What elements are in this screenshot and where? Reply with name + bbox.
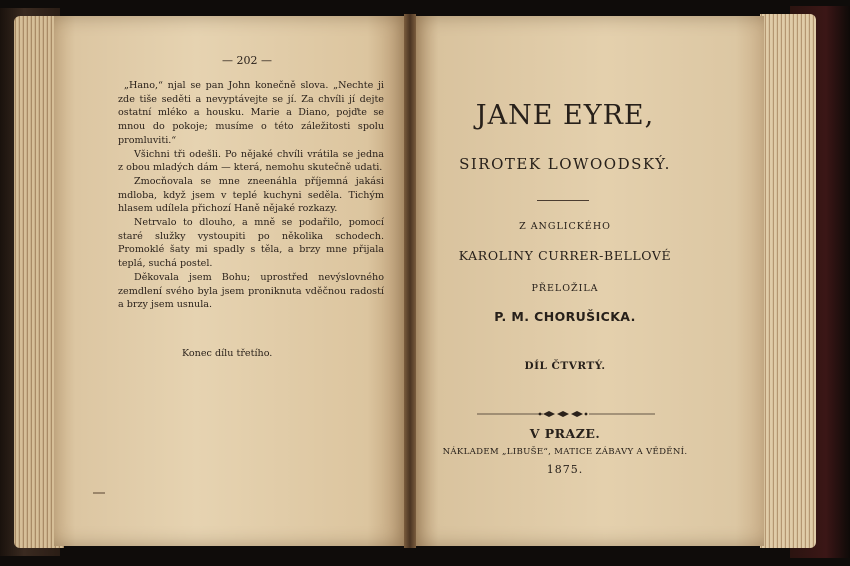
book-gutter [404,14,416,548]
body-text [118,79,384,312]
source-language-line: Z ANGLICKÉHO [519,221,611,232]
divider-rule [537,200,589,201]
publication-year: 1875. [546,463,584,476]
publisher-line: NÁKLADEM „LIBUŠE“, MATICE ZÁBAVY A VĚDĚNÍ. [442,447,688,457]
page-number: — 202 — [222,54,272,67]
ornament-divider [477,410,655,418]
translator-name: P. M. CHORUŠICKA. [494,309,636,324]
paragraph: Netrvalo to dlouho, a mně se podařilo, pomocí staré služky vystoupiti po několika schodech. Promoklé šaty mi spadly s těla, a brzy mne přijala teplá, suchá postel. [118,217,384,270]
paragraph: „Hano,“ njal se pan John konečně slova. „Nechte ji zde tiše seděti a nevyptávejte se jí. Za chvíli jí dejte ostatní mléko a housku. Marie a Diano, pojďte se mnou do pokoje; musíme o této záležitosti spolu promluviti.“ [118,80,384,146]
translated-by-label: PŘELOŽILA [531,283,599,294]
book-subtitle: SIROTEK LOWOODSKÝ. [459,155,671,173]
paragraph: Všichni tři odešli. Po nějaké chvíli vrátila se jedna z obou mladých dám — která, nemohu skutečně udati. [118,148,384,174]
volume-part: DÍL ČTVRTÝ. [524,360,606,372]
publication-place: V PRAZE. [529,426,601,441]
book-title: JANE EYRE, [475,100,655,131]
ink-mark [93,492,105,494]
author-name: KAROLINY CURRER-BELLOVÉ [458,248,672,263]
paragraph: Děkovala jsem Bohu; uprostřed nevýslovného zemdlení svého byla jsem proniknuta vděčnou radostí a brzy jsem usnula. [118,271,384,311]
page-edges-right [760,14,816,548]
paragraph: Zmocňovala se mne zneenáhla příjemná jakási mdloba, když jsem v teplé kuchyni seděla. Tichým hlasem udílela přichozí Haně nějaké rozkazy. [118,175,384,215]
end-of-part-note: Konec dílu třetího. [182,348,273,359]
